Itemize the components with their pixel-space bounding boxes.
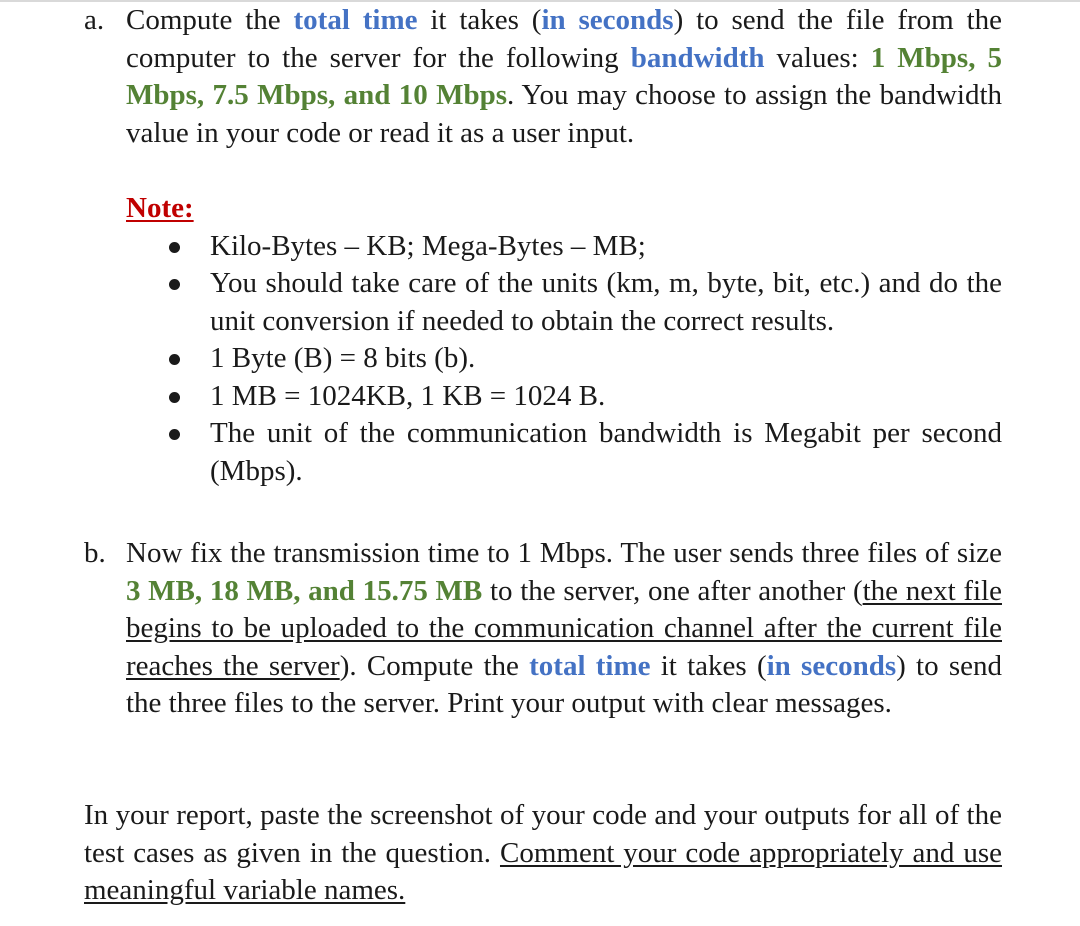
bullet-dot-icon <box>169 429 180 440</box>
underlined-clarification: the next file begins to be uploaded to the communication channel after the current file reaches the server <box>126 574 1002 682</box>
emphasis-file-sizes: 3 MB, 18 MB, and 15.75 MB <box>126 574 483 607</box>
report-instructions: In your report, paste the screenshot of your code and your outputs for all of the test cases as given in the question. Comment your code appropriately and use meaningful variable names. <box>84 799 1002 906</box>
note-bullet-list <box>126 228 1002 491</box>
question-part-a <box>84 2 1002 152</box>
part-b-text: Now fix the transmission time to 1 Mbps. The user sends three files of size 3 MB, 18 MB, and 15.75 MB to the server, one after another (the next file begins to be uploaded to the communication channel after the current file reaches the server). Compute the total time it takes (in seconds) to send the three files to the server. Print your output with clear messages. <box>126 537 1002 719</box>
emphasis-in-seconds: in seconds <box>541 4 674 36</box>
underlined-instruction: Comment your code appropriately and use meaningful variable names. <box>84 836 1002 906</box>
emphasis-in-seconds: in seconds <box>766 649 897 682</box>
emphasis-bandwidth-values: 1 Mbps, 5 Mbps, 7.5 Mbps, and 10 Mbps <box>126 41 1002 111</box>
note-bullet: Kilo-Bytes – KB; Mega-Bytes – MB; <box>126 228 1002 266</box>
note-bullet: 1 Byte (B) = 8 bits (b). <box>126 340 1002 378</box>
item-marker-b: b. <box>84 537 106 569</box>
bullet-dot-icon <box>169 279 180 290</box>
note-title: Note: <box>126 192 194 224</box>
emphasis-total-time: total time <box>529 649 651 682</box>
question-part-b <box>84 535 1002 723</box>
part-a-text: Compute the total time it takes (in seconds) to send the file from the computer to the server for the following bandwidth values: 1 Mbps, 5 Mbps, 7.5 Mbps, and 10 Mbps. You may choose to assign the bandwidth value in your code or read it as a user input. <box>126 4 1002 149</box>
bullet-dot-icon <box>169 392 180 403</box>
note-section <box>126 190 1002 490</box>
note-bullet: The unit of the communication bandwidth is Megabit per second (Mbps). <box>126 415 1002 490</box>
emphasis-bandwidth: bandwidth <box>630 41 765 74</box>
bullet-dot-icon <box>169 354 180 365</box>
emphasis-total-time: total time <box>293 4 418 36</box>
bullet-dot-icon <box>169 242 180 253</box>
note-bullet: 1 MB = 1024KB, 1 KB = 1024 B. <box>126 378 1002 416</box>
item-marker-a: a. <box>84 4 105 36</box>
note-bullet: You should take care of the units (km, m, byte, bit, etc.) and do the unit conversion if needed to obtain the correct results. <box>126 265 1002 340</box>
